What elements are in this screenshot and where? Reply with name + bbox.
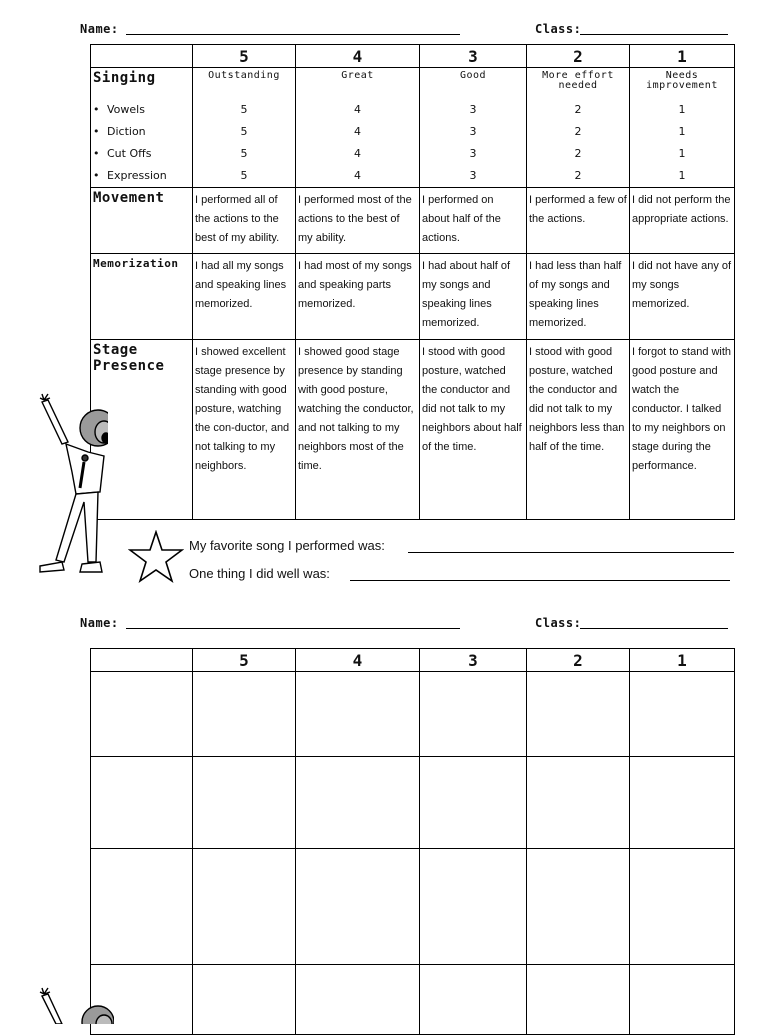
singing-value: 5	[193, 99, 296, 121]
score-5: 5	[193, 649, 296, 672]
level-good: Good	[420, 68, 527, 100]
blank-cell[interactable]	[296, 849, 420, 965]
name-field-line-2[interactable]	[126, 628, 460, 629]
descriptor-cell: I forgot to stand with good posture and watch the conductor. I talked to my neighbors on stage during the performance.	[630, 340, 735, 520]
favorite-song-label: My favorite song I performed was:	[189, 538, 385, 553]
singing-value: 4	[296, 121, 420, 143]
singing-item-row	[91, 121, 735, 143]
score-header-row	[91, 649, 735, 672]
bullet-icon: •	[93, 125, 100, 138]
score-5: 5	[193, 45, 296, 68]
class-field-line[interactable]	[580, 34, 728, 35]
blank-cell[interactable]	[630, 757, 735, 849]
score-2: 2	[527, 45, 630, 68]
blank-row	[91, 757, 735, 849]
blank-cell[interactable]	[91, 757, 193, 849]
class-field-line-2[interactable]	[580, 628, 728, 629]
descriptor-cell: I performed all of the actions to the best of my ability.	[193, 188, 296, 254]
descriptor-cell: I had about half of my songs and speaking lines memorized.	[420, 254, 527, 340]
stage-presence-row	[91, 340, 735, 520]
singer-illustration-2	[34, 986, 114, 1024]
singing-level-row	[91, 68, 735, 100]
singing-value: 5	[193, 165, 296, 188]
bullet-icon: •	[93, 147, 100, 160]
blank-row	[91, 965, 735, 1035]
singing-value: 1	[630, 99, 735, 121]
blank-cell[interactable]	[630, 965, 735, 1035]
blank-cell[interactable]	[296, 672, 420, 757]
level-more-effort: More effort needed	[527, 68, 630, 100]
singing-value: 1	[630, 121, 735, 143]
category-memorization: Memorization	[91, 254, 193, 340]
blank-cell[interactable]	[420, 757, 527, 849]
memorization-row	[91, 254, 735, 340]
blank-cell[interactable]	[420, 849, 527, 965]
descriptor-cell: I stood with good posture, watched the conductor and did not talk to my neighbors about half of the time.	[420, 340, 527, 520]
descriptor-cell: I stood with good posture, watched the conductor and did not talk to my neighbors less than half of the time.	[527, 340, 630, 520]
singing-item-row	[91, 99, 735, 121]
category-movement: Movement	[91, 188, 193, 254]
score-1: 1	[630, 649, 735, 672]
class-label: Class:	[535, 22, 582, 36]
score-3: 3	[420, 649, 527, 672]
singing-item-label: Expression	[107, 169, 167, 182]
blank-cell[interactable]	[420, 965, 527, 1035]
descriptor-cell: I did not perform the appropriate actions.	[630, 188, 735, 254]
score-2: 2	[527, 649, 630, 672]
singing-value: 5	[193, 121, 296, 143]
score-1: 1	[630, 45, 735, 68]
descriptor-cell: I performed on about half of the actions.	[420, 188, 527, 254]
singing-item-label: Cut Offs	[107, 147, 152, 160]
blank-cell[interactable]	[193, 965, 296, 1035]
blank-cell[interactable]	[630, 672, 735, 757]
singing-value: 3	[420, 99, 527, 121]
blank-cell[interactable]	[630, 849, 735, 965]
singing-value: 4	[296, 143, 420, 165]
movement-row	[91, 188, 735, 254]
singing-value: 3	[420, 143, 527, 165]
score-4: 4	[296, 649, 420, 672]
singing-value: 1	[630, 143, 735, 165]
bullet-icon: •	[93, 169, 100, 182]
descriptor-cell: I had less than half of my songs and speaking lines memorized.	[527, 254, 630, 340]
singing-value: 3	[420, 121, 527, 143]
descriptor-cell: I performed a few of the actions.	[527, 188, 630, 254]
descriptor-cell: I performed most of the actions to the best of my ability.	[296, 188, 420, 254]
blank-row	[91, 849, 735, 965]
blank-row	[91, 672, 735, 757]
singing-value: 4	[296, 165, 420, 188]
blank-rubric-table	[90, 648, 735, 1035]
did-well-label: One thing I did well was:	[189, 566, 330, 581]
singing-value: 3	[420, 165, 527, 188]
level-needs-improvement: Needs improvement	[630, 68, 735, 100]
name-label: Name:	[80, 22, 119, 36]
class-label-2: Class:	[535, 616, 582, 630]
level-outstanding: Outstanding	[193, 68, 296, 100]
blank-cell[interactable]	[193, 757, 296, 849]
blank-cell[interactable]	[527, 965, 630, 1035]
blank-cell[interactable]	[527, 849, 630, 965]
singing-value: 4	[296, 99, 420, 121]
category-stage-presence: Stage Presence	[91, 340, 193, 520]
favorite-song-line[interactable]	[408, 552, 734, 553]
name-field-line[interactable]	[126, 34, 460, 35]
blank-cell[interactable]	[91, 849, 193, 965]
bullet-icon: •	[93, 103, 100, 116]
score-4: 4	[296, 45, 420, 68]
blank-cell[interactable]	[420, 672, 527, 757]
singing-value: 5	[193, 143, 296, 165]
singing-value: 2	[527, 143, 630, 165]
blank-cell[interactable]	[193, 672, 296, 757]
singing-item-label: Vowels	[107, 103, 145, 116]
descriptor-cell: I had most of my songs and speaking parts memorized.	[296, 254, 420, 340]
corner-cell	[91, 45, 193, 68]
did-well-line[interactable]	[350, 580, 730, 581]
category-singing: Singing	[91, 68, 193, 100]
blank-cell[interactable]	[91, 672, 193, 757]
singing-item-row	[91, 165, 735, 188]
singing-value: 1	[630, 165, 735, 188]
name-label-2: Name:	[80, 616, 119, 630]
singing-value: 2	[527, 99, 630, 121]
descriptor-cell: I showed excellent stage presence by standing with good posture, watching the con-ductor, and not talking to my neighbors.	[193, 340, 296, 520]
singing-value: 2	[527, 165, 630, 188]
singer-illustration	[18, 392, 108, 584]
blank-cell[interactable]	[193, 849, 296, 965]
descriptor-cell: I had all my songs and speaking lines memorized.	[193, 254, 296, 340]
blank-cell[interactable]	[296, 757, 420, 849]
score-header-row	[91, 45, 735, 68]
level-great: Great	[296, 68, 420, 100]
singing-item-label: Diction	[107, 125, 146, 138]
singing-value: 2	[527, 121, 630, 143]
descriptor-cell: I showed good stage presence by standing with good posture, watching the conductor, and not talking to my neighbors most of the time.	[296, 340, 420, 520]
blank-cell[interactable]	[527, 672, 630, 757]
star-icon	[128, 530, 184, 584]
blank-cell[interactable]	[296, 965, 420, 1035]
singing-item-row	[91, 143, 735, 165]
score-3: 3	[420, 45, 527, 68]
descriptor-cell: I did not have any of my songs memorized.	[630, 254, 735, 340]
rubric-table	[90, 44, 735, 520]
corner-cell	[91, 649, 193, 672]
blank-cell[interactable]	[527, 757, 630, 849]
